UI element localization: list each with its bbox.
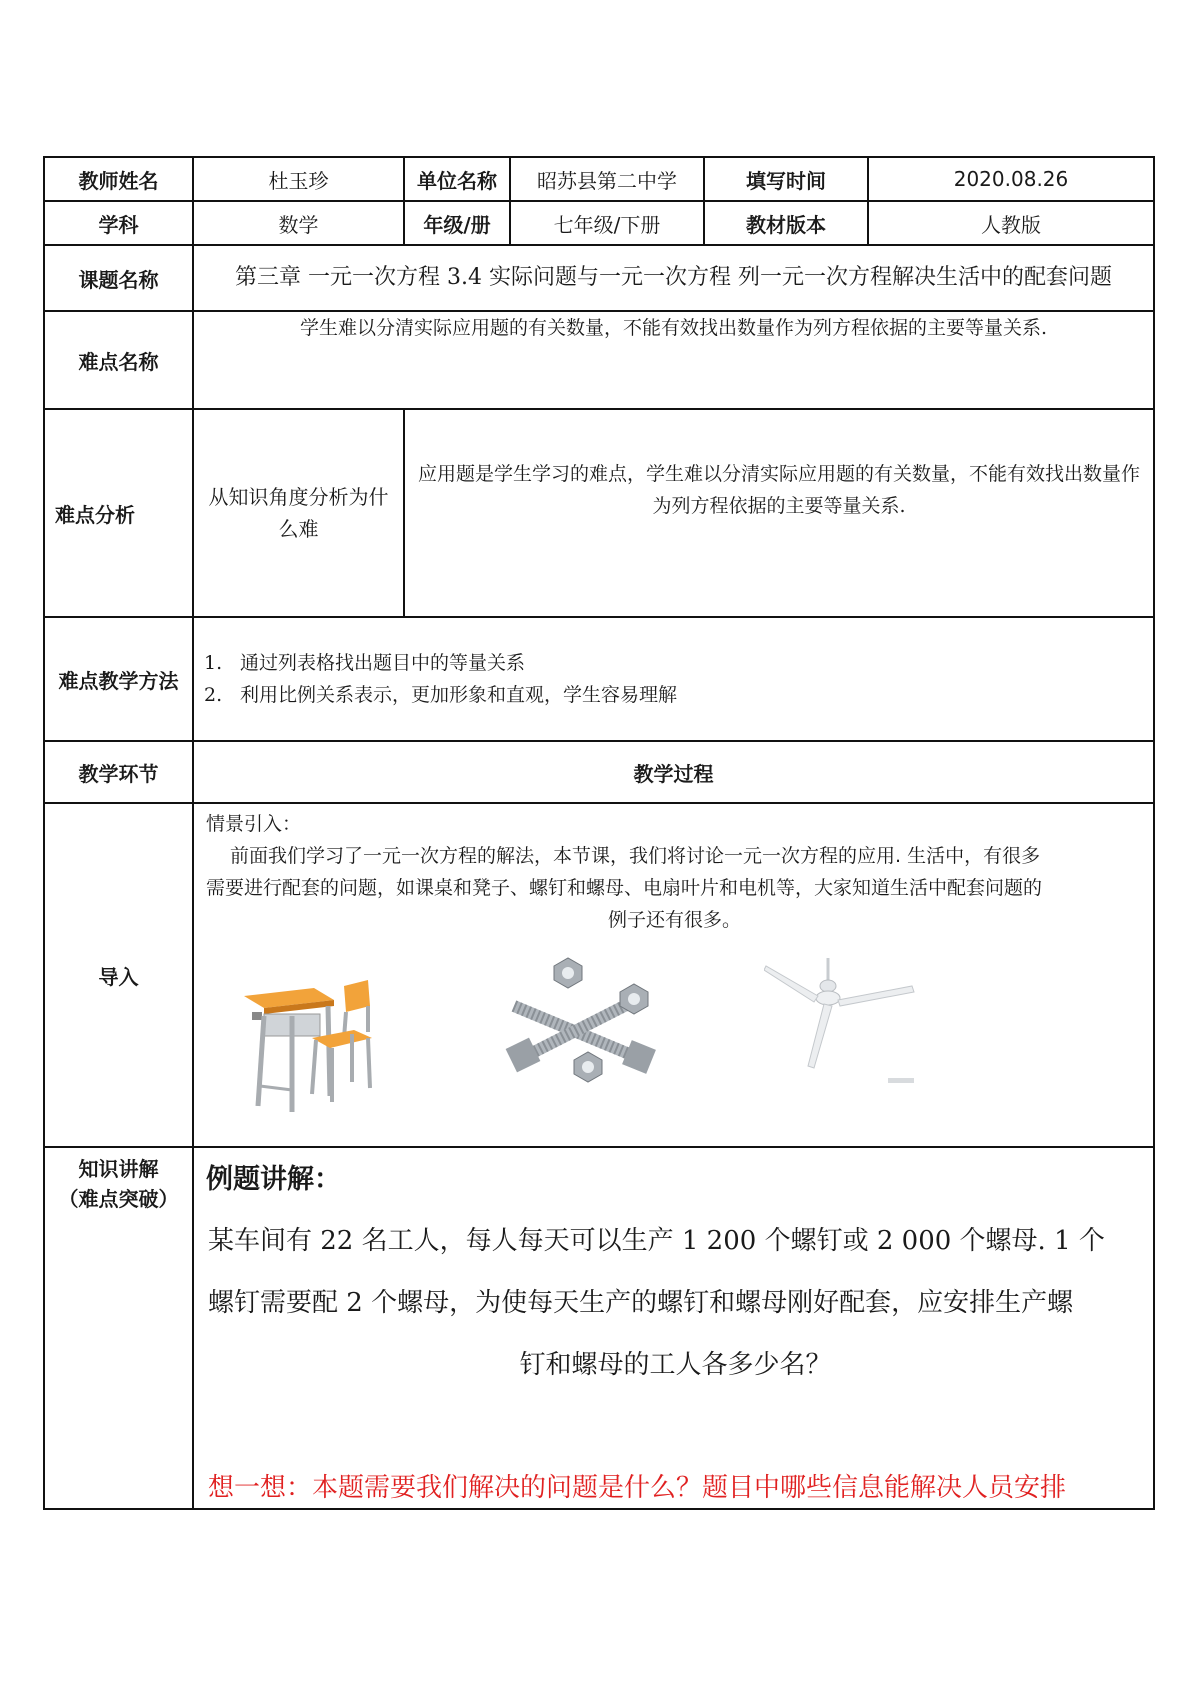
intro-label: 导入	[44, 803, 193, 1147]
intro-line-2: 需要进行配套的问题，如课桌和凳子、螺钉和螺母、电扇叶片和电机等，大家知道生活中配套问题的	[206, 877, 1043, 899]
subject-value: 数学	[193, 201, 404, 245]
analysis-value: 应用题是学生学习的难点，学生难以分清实际应用题的有关数量，不能有效找出数量作为列方程依据的主要等量关系.	[404, 409, 1154, 617]
grade-label: 年级/册	[404, 201, 510, 245]
knowledge-content	[193, 1147, 1154, 1509]
think-prompt: 想一想：本题需要我们解决的问题是什么？题目中哪些信息能解决人员安排	[208, 1473, 1067, 1503]
process-row	[44, 741, 1154, 803]
methods-label: 难点教学方法	[44, 617, 193, 741]
method-item-1: 1. 通过列表格找出题目中的等量关系	[204, 652, 526, 674]
analysis-sub-label: 从知识角度分析为什么难	[193, 409, 404, 617]
teacher-label: 教师姓名	[44, 157, 193, 201]
edition-value: 人教版	[868, 201, 1154, 245]
intro-heading: 情景引入：	[206, 813, 302, 835]
intro-row	[44, 803, 1154, 1147]
example-line-1: 某车间有 22 名工人，每人每天可以生产 1 200 个螺钉或 2 000 个螺母. 1 个	[208, 1226, 1105, 1256]
difficulty-label: 难点名称	[44, 311, 193, 409]
knowledge-label	[44, 1147, 193, 1509]
example-problem	[194, 1200, 1153, 1396]
example-line-2: 螺钉需要配 2 个螺母，为使每天生产的螺钉和螺母刚好配套，应安排生产螺	[208, 1288, 1074, 1318]
topic-row	[44, 245, 1154, 311]
example-heading: 例题讲解：	[206, 1164, 341, 1195]
topic-value: 第三章 一元一次方程 3.4 实际问题与一元一次方程 列一元一次方程解决生活中的配套问题	[193, 245, 1154, 311]
teacher-name: 杜玉珍	[193, 157, 404, 201]
lesson-plan-document	[43, 156, 1153, 1510]
example-line-3: 钉和螺母的工人各多少名？	[519, 1350, 832, 1380]
topic-label: 课题名称	[44, 245, 193, 311]
methods-row	[44, 617, 1154, 741]
intro-line-3: 例子还有很多。	[607, 909, 741, 931]
ceiling-fan-image	[764, 956, 924, 1106]
date-value: 2020.08.26	[868, 157, 1154, 201]
knowledge-label-line-2: （难点突破）	[58, 1187, 179, 1211]
intro-images	[194, 936, 1153, 1136]
knowledge-row	[44, 1147, 1154, 1509]
unit-label: 单位名称	[404, 157, 510, 201]
process-value: 教学过程	[193, 741, 1154, 803]
difficulty-value: 学生难以分清实际应用题的有关数量，不能有效找出数量作为列方程依据的主要等量关系.	[193, 311, 1154, 409]
subject-label: 学科	[44, 201, 193, 245]
lesson-plan-table	[43, 156, 1155, 1510]
edition-label: 教材版本	[704, 201, 868, 245]
methods-list	[193, 617, 1154, 741]
desk-chair-image	[234, 976, 384, 1116]
header-row-2	[44, 201, 1154, 245]
analysis-row	[44, 409, 1154, 617]
intro-line-1: 前面我们学习了一元一次方程的解法，本节课，我们将讨论一元一次方程的应用. 生活中，有很多	[230, 845, 1041, 867]
date-label: 填写时间	[704, 157, 868, 201]
difficulty-row	[44, 311, 1154, 409]
intro-content	[193, 803, 1154, 1147]
grade-value: 七年级/下册	[510, 201, 704, 245]
bolt-nut-image	[494, 956, 674, 1096]
method-item-2: 2. 利用比例关系表示，更加形象和直观，学生容易理解	[204, 684, 678, 706]
header-row-1	[44, 157, 1154, 201]
knowledge-label-line-1: 知识讲解	[78, 1157, 159, 1181]
process-label: 教学环节	[44, 741, 193, 803]
analysis-label: 难点分析	[44, 409, 193, 617]
unit-name: 昭苏县第二中学	[510, 157, 704, 201]
